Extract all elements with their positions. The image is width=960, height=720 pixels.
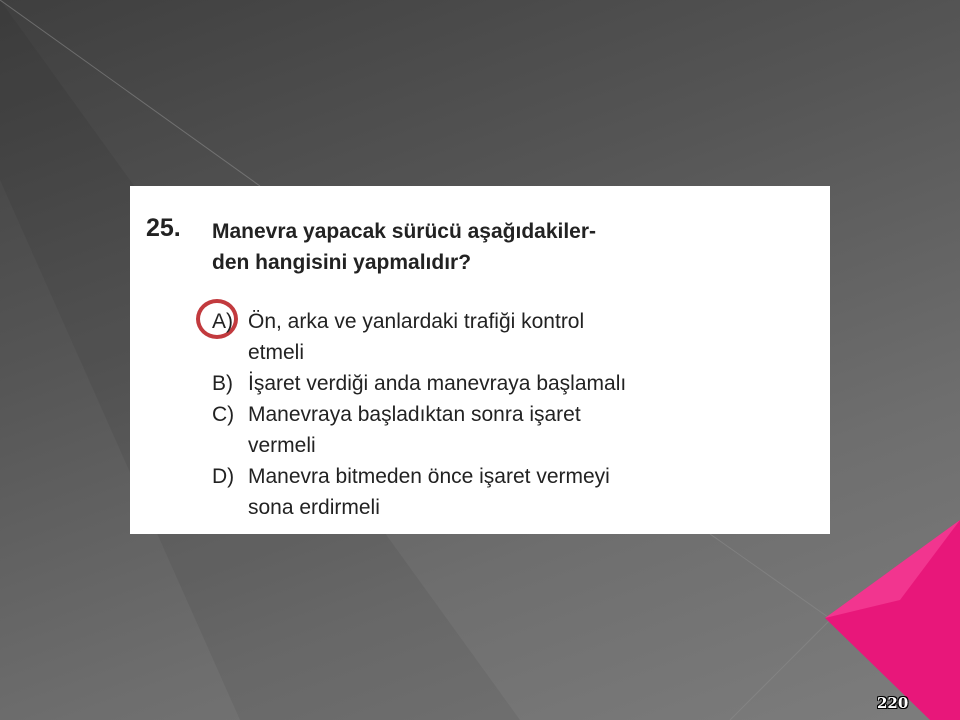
page-number: 220 [877,694,909,712]
option-line-1: Manevra bitmeden önce işaret vermeyi [248,465,610,488]
option-text [248,368,808,399]
option-letter: D) [212,465,235,488]
option-line-1: Manevraya başladıktan sonra işaret [248,403,581,426]
option-letter: B) [212,372,233,395]
option-b [212,368,812,399]
option-d [212,461,812,519]
question-text-line-1: Manevra yapacak sürücü aşağıdakiler- [212,220,597,243]
question-card [130,186,830,534]
option-line-1: İşaret verdiği anda manevraya başlamalı [248,372,627,395]
option-text [248,399,808,461]
option-line-2: vermeli [248,434,316,457]
option-line-2: sona erdirmeli [248,496,380,519]
option-letter: A) [212,310,233,333]
magenta-corner-shape [825,520,960,720]
option-line-1: Ön, arka ve yanlardaki trafiği kontrol [248,310,585,333]
option-letter: C) [212,403,235,426]
option-text [248,461,808,523]
question-number: 25. [146,214,181,242]
option-line-2: etmeli [248,341,305,364]
option-a [212,306,812,364]
option-c [212,399,812,457]
question-text [212,216,812,278]
question-text-line-2: den hangisini yapmalıdır? [212,251,472,274]
option-text [248,306,808,368]
